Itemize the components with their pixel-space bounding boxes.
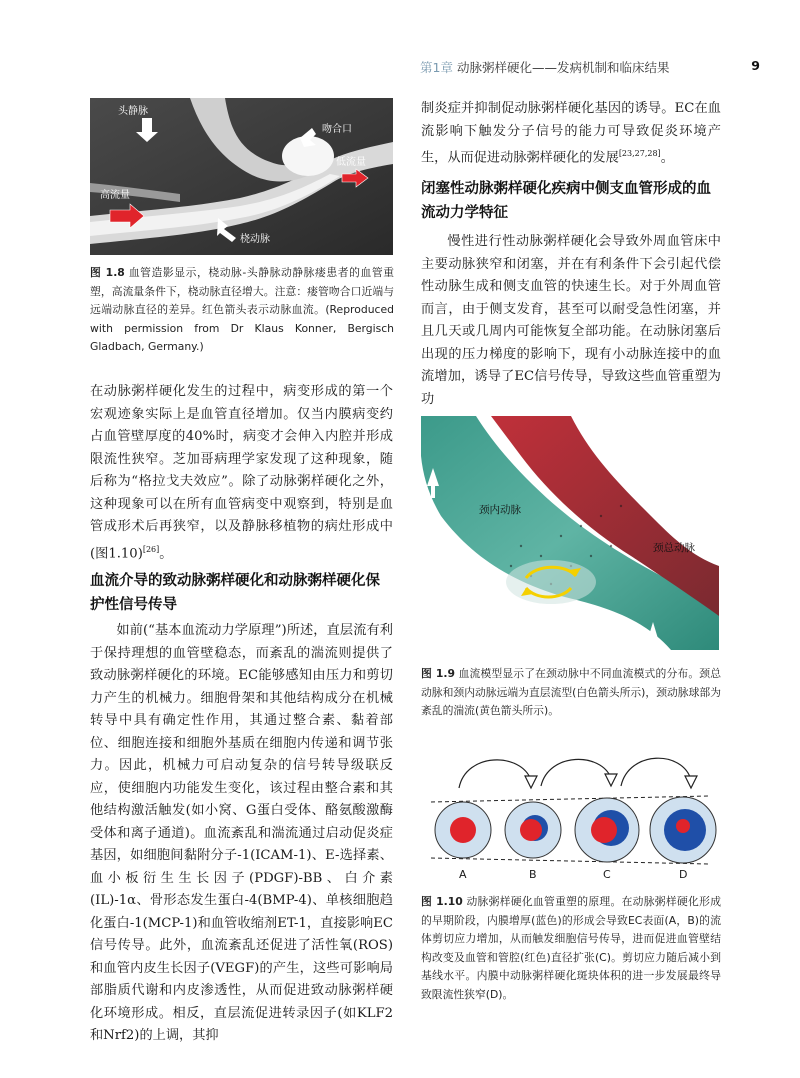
figure-1-8-label: 图 1.8: [90, 266, 125, 279]
figure-1-10-image: [421, 750, 719, 885]
chapter-title: 动脉粥样硬化——发病机制和临床结果: [456, 60, 670, 75]
left-paragraph-1-end: 。: [159, 545, 173, 561]
panel-label-c: C: [603, 868, 611, 881]
label-common-carotid: 颈总动脉: [653, 542, 695, 554]
figure-1-8-image: [90, 98, 393, 255]
right-paragraph-0-end: 。: [660, 150, 674, 166]
label-internal-carotid: 颈内动脉: [479, 504, 521, 516]
chapter-number: 第1章: [420, 60, 453, 75]
right-paragraph-0: [421, 98, 721, 170]
left-paragraph-2: 如前(“基本血流动力学原理”)所述，直层流有利于保持理想的血管壁稳态，而紊乱的湍流则提供了致动脉粥样硬化的环境。EC能够感知由压力和剪切力产生的机械力。细胞骨架和其他结构成分在机械转导中具有确定性作用，其通过整合素、黏着部位、细胞连接和细胞外基质在细胞内传递和调节张力。因此，机械力可启动复杂的信号转导级联反应，使细胞内功能发生变化，该过程由整合素和其他结构激活触发(如小窝、G蛋白受体、酪氨酸激酶受体和离子通道)。血流紊乱和湍流通过启动促炎症基因，如细胞间黏附分子-1(ICAM-1)、E-选择素、血小板衍生生长因子(PDGF)-BB、白介素(IL)-1α、骨形态发生蛋白-4(BMP-4)、单核细胞趋化蛋白-1(MCP-1)和血管收缩剂ET-1，直接影响EC信号传导。此外，血流紊乱还促进了活性氧(ROS)和血管内皮生长因子(VEGF)的产生，这些可影响局部脂质代谢和内皮渗透性，从而促进致动脉粥样硬化环境形成。相反，直层流促进转录因子(如KLF2和Nrf2)的上调，其抑: [90, 623, 393, 1043]
panel-label-b: B: [529, 868, 537, 881]
figure-1-10-caption: [421, 893, 721, 1004]
figure-1-8-caption: [90, 264, 394, 357]
right-paragraph-1: 慢性进行性动脉粥样硬化会导致外周血管床中主要动脉狭窄和闭塞，并在有利条件下会引起代偿性动脉生成和侧支血管的快速生长。对于外周血管而言，由于侧支发育，甚至可以耐受急性闭塞，并且几天或几周内可能恢复全部功能。在动脉闭塞后出现的压力梯度的影响下，现有小动脉连接中的血流增加，诱导了EC信号传导，导致这些血管重塑为功: [421, 234, 721, 407]
left-paragraph-1: [90, 381, 393, 565]
left-paragraph-1-text: 在动脉粥样硬化发生的过程中，病变形成的第一个宏观迹象实际上是血管直径增加。仅当内膜病变约占血管壁厚度的40%时，病变才会伸入内腔并形成限流性狭窄。芝加哥病理学家发现了这种现象，随后称为“格拉戈夫效应”。除了动脉粥样硬化之外，这种现象可以在所有血管病变中观察到，特别是血管成形术后再狭窄，以及静脉移植物的病灶形成中(图1.10): [90, 384, 393, 561]
figure-1-9-caption-text: 血流模型显示了在颈动脉中不同血流模式的分布。颈总动脉和颈内动脉远端为直层流型(白色箭头所示)，颈动脉球部为紊乱的湍流(黄色箭头所示)。: [421, 667, 722, 717]
panel-label-a: A: [459, 868, 467, 881]
citation-26: [26]: [142, 544, 160, 554]
label-radial-artery: 桡动脉: [240, 234, 270, 245]
figure-1-9-caption: [421, 665, 721, 721]
section-heading-flow-mediated: 血流介导的致动脉粥样硬化和动脉粥样硬化保护性信号传导: [90, 573, 380, 613]
label-cephalic-vein: 头静脉: [118, 106, 148, 117]
page-number: 9: [751, 58, 760, 73]
label-high-flow: 高流量: [100, 190, 130, 201]
label-anastomosis: 吻合口: [322, 124, 352, 135]
figure-1-10-caption-text: 动脉粥样硬化血管重塑的原理。在动脉粥样硬化形成的早期阶段，内膜增厚(蓝色)的形成会导致EC表面(A，B)的流体剪切应力增加，从而触发细胞信号传导，进而促进血管壁结构改变及血管和管腔(红色)直径扩张(C)。剪切应力随后减小到基线水平。内膜中动脉粥样硬化斑块体积的进一步发展最终导致限流性狭窄(D)。: [421, 895, 721, 1001]
figure-1-10-label: 图 1.10: [421, 895, 463, 908]
running-header: [420, 58, 760, 76]
citation-23-27-28: [23,27,28]: [618, 149, 661, 158]
figure-1-9-image: [421, 416, 719, 650]
label-low-flow: 低流量: [336, 157, 366, 168]
right-paragraph-0-text: 制炎症并抑制促动脉粥样硬化基因的诱导。EC在血流影响下触发分子信号的能力可导致促炎环境产生，从而促进动脉粥样硬化的发展: [421, 101, 721, 166]
panel-label-d: D: [679, 868, 688, 881]
figure-1-8-caption-text: 血管造影显示，桡动脉-头静脉动静脉瘘患者的血管重塑，高流量条件下，桡动脉直径增大。注意：瘘管吻合口近端与远端动脉直径的差异。红色箭头表示动脉血流。(Reproduced with permission from Dr Klaus Konner, Bergisch Gladbach, Germany.): [90, 266, 394, 353]
section-heading-collateral: 闭塞性动脉粥样硬化疾病中侧支血管形成的血流动力学特征: [421, 181, 711, 221]
figure-1-9-label: 图 1.9: [421, 667, 455, 680]
